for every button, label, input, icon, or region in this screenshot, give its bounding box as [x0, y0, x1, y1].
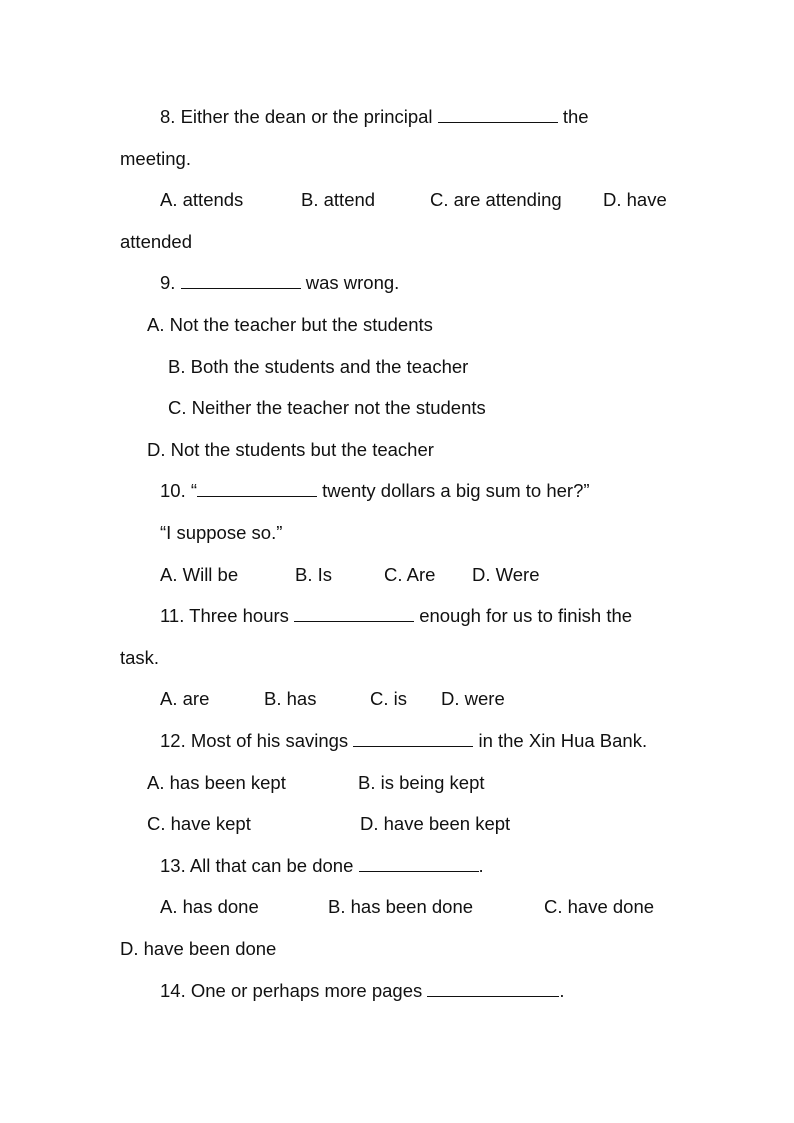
option-d: D. were: [441, 688, 505, 709]
question-8-continuation: meeting.: [120, 148, 191, 169]
option-d-continuation: attended: [120, 231, 193, 252]
question-12: [160, 729, 647, 753]
option-c: C. Are: [384, 564, 436, 585]
question-13: [160, 854, 484, 878]
question-11-continuation: task.: [120, 647, 160, 668]
option-a: A. Not the teacher but the students: [147, 314, 433, 335]
option-b: B. attend: [301, 189, 376, 210]
answer-blank: [181, 271, 301, 289]
option-c: C. are attending: [430, 189, 562, 210]
answer-blank: [359, 854, 479, 872]
option-c: C. is: [370, 688, 407, 709]
option-a: A. has done: [160, 896, 259, 917]
option-a: A. are: [160, 688, 210, 709]
option-b: B. is being kept: [358, 772, 485, 793]
answer-blank: [427, 979, 559, 997]
answer-blank: [438, 105, 558, 123]
question-10: [160, 479, 590, 503]
question-14: [160, 979, 565, 1003]
question-10-after: twenty dollars a big sum to her?”: [322, 480, 590, 501]
question-14-after: .: [559, 980, 565, 1001]
question-9-after: was wrong.: [305, 272, 400, 293]
option-a: A. Will be: [160, 564, 239, 585]
question-10-reply: “I suppose so.”: [160, 522, 283, 543]
question-9-number: 9.: [160, 272, 176, 293]
option-d: D. Were: [472, 564, 540, 585]
answer-blank: [294, 604, 414, 622]
question-8-after: the: [562, 106, 589, 127]
question-13-stem: 13. All that can be done: [160, 855, 354, 876]
option-b: B. Both the students and the teacher: [168, 356, 469, 377]
question-11-stem: 11. Three hours: [160, 605, 289, 626]
answer-blank: [197, 479, 317, 497]
option-b: B. has been done: [328, 896, 474, 917]
option-b: B. Is: [295, 564, 333, 585]
option-d: D. have: [603, 189, 667, 210]
question-8-stem: 8. Either the dean or the principal: [160, 106, 433, 127]
question-9: [160, 271, 399, 295]
question-12-after: in the Xin Hua Bank.: [478, 730, 648, 751]
question-10-number: 10. “: [160, 480, 198, 501]
answer-blank: [353, 729, 473, 747]
option-a: A. attends: [160, 189, 244, 210]
option-c: C. Neither the teacher not the students: [168, 397, 486, 418]
option-c: C. have done: [544, 896, 655, 917]
option-d: D. Not the students but the teacher: [147, 439, 434, 460]
question-11: [160, 604, 632, 628]
question-14-stem: 14. One or perhaps more pages: [160, 980, 423, 1001]
question-12-stem: 12. Most of his savings: [160, 730, 349, 751]
option-b: B. has: [264, 688, 317, 709]
option-d: D. have been done: [120, 938, 277, 959]
option-d: D. have been kept: [360, 813, 511, 834]
question-13-after: .: [478, 855, 484, 876]
question-11-after: enough for us to finish the: [419, 605, 633, 626]
option-c: C. have kept: [147, 813, 251, 834]
option-a: A. has been kept: [147, 772, 286, 793]
question-8: [160, 105, 589, 129]
